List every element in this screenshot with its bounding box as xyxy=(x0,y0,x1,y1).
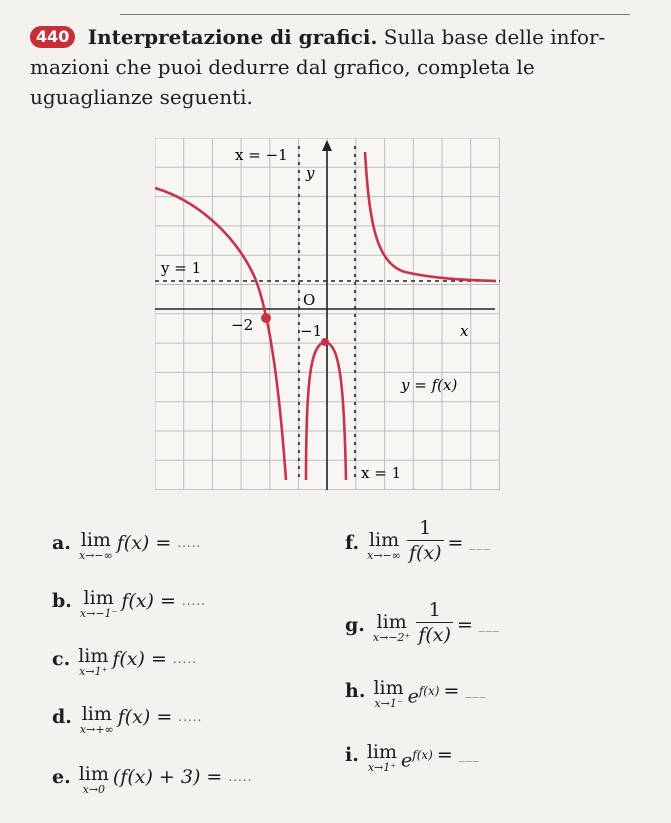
point-maximum xyxy=(321,338,329,346)
exercise-a-letter: a. xyxy=(52,532,71,554)
exercise-e-letter: e. xyxy=(52,766,71,788)
exercise-a xyxy=(52,530,201,562)
label-tick-minus-1: −1 xyxy=(300,322,323,340)
equals-sign: = xyxy=(447,532,464,554)
exercise-header xyxy=(30,22,640,112)
exercise-h-letter: h. xyxy=(345,680,366,702)
exercise-h-lim xyxy=(373,678,403,710)
exercise-d-lim xyxy=(80,704,114,736)
exercise-e xyxy=(52,764,252,796)
label-origin: O xyxy=(303,291,316,309)
exercise-a-lim xyxy=(79,530,113,562)
exercise-c-expr: f(x) = xyxy=(112,648,167,670)
lim-word: lim xyxy=(78,763,109,785)
lim-subscript: x→1⁻ xyxy=(374,697,403,710)
exercise-h-expr xyxy=(408,678,440,709)
label-function: y = f(x) xyxy=(401,376,458,394)
label-asymptote-left: x = −1 xyxy=(235,146,288,164)
lim-subscript: x→−1⁻ xyxy=(79,607,118,620)
exercise-number-badge: 440 xyxy=(30,26,75,48)
label-y-axis: y xyxy=(306,164,315,182)
label-asymptote-right: x = 1 xyxy=(361,464,402,482)
label-horizontal-asymptote: y = 1 xyxy=(161,259,202,277)
exercise-i xyxy=(345,742,480,774)
lim-subscript: x→+∞ xyxy=(79,723,114,736)
lim-word: lim xyxy=(78,645,109,667)
fraction-numerator: 1 xyxy=(419,517,432,539)
lim-word: lim xyxy=(366,741,398,763)
exercise-f xyxy=(345,517,491,565)
lim-word: lim xyxy=(373,677,404,699)
exercise-e-expr: (f(x) + 3) = xyxy=(112,766,223,788)
exercise-b-lim xyxy=(80,588,117,620)
fraction-denominator: f(x) xyxy=(418,624,451,646)
top-rule xyxy=(120,14,630,15)
exercise-c-letter: c. xyxy=(52,648,71,670)
exercise-f-letter: f. xyxy=(345,532,360,554)
exercise-d-expr: f(x) = xyxy=(117,706,173,728)
exercise-f-lim xyxy=(367,530,401,562)
exercise-c xyxy=(52,646,197,678)
exercise-title: Interpretazione di grafici. xyxy=(87,25,378,49)
lim-word: lim xyxy=(368,529,400,551)
answer-blank[interactable]: ___ xyxy=(478,618,500,632)
fraction-denominator: f(x) xyxy=(408,542,442,564)
equals-sign: = xyxy=(443,680,460,702)
answer-blank[interactable]: ___ xyxy=(465,684,487,698)
answer-blank[interactable]: ___ xyxy=(458,748,480,762)
exercise-b xyxy=(52,588,206,620)
exercise-i-lim xyxy=(367,742,397,774)
exercise-h xyxy=(345,678,486,710)
equals-sign: = xyxy=(456,614,473,636)
exp-superscript: f(x) xyxy=(418,684,440,698)
exercise-i-letter: i. xyxy=(345,744,359,766)
exercise-d-letter: d. xyxy=(52,706,72,728)
exercise-g-letter: g. xyxy=(345,614,365,636)
lim-word: lim xyxy=(83,587,114,609)
answer-blank[interactable]: ..... xyxy=(178,710,203,724)
exp-base: e xyxy=(401,749,413,772)
exercise-g-lim xyxy=(373,612,410,644)
exercise-d xyxy=(52,704,202,736)
lim-word: lim xyxy=(80,529,111,551)
exercise-b-expr: f(x) = xyxy=(121,590,176,612)
answer-blank[interactable]: ..... xyxy=(181,594,206,608)
exercise-i-expr xyxy=(401,742,433,773)
lim-subscript: x→−2⁺ xyxy=(372,631,411,644)
exercise-c-lim xyxy=(78,646,108,678)
exp-superscript: f(x) xyxy=(412,748,433,762)
point-x-minus-2 xyxy=(261,313,271,323)
exp-base: e xyxy=(407,685,419,708)
lim-subscript: x→1⁺ xyxy=(79,665,108,678)
fraction xyxy=(407,516,444,565)
label-tick-minus-2: −2 xyxy=(231,316,254,334)
exercise-a-expr: f(x) = xyxy=(116,532,172,554)
answer-blank[interactable]: ..... xyxy=(228,770,253,784)
answer-blank[interactable]: ___ xyxy=(469,536,491,550)
label-x-axis: x xyxy=(460,322,469,340)
lim-word: lim xyxy=(81,703,112,725)
answer-blank[interactable]: ..... xyxy=(177,536,202,550)
exercise-g xyxy=(345,599,500,647)
function-graph xyxy=(155,138,500,490)
exercise-b-letter: b. xyxy=(52,590,72,612)
lim-subscript: x→−∞ xyxy=(367,549,401,562)
exercise-e-lim xyxy=(79,764,109,796)
answer-blank[interactable]: ..... xyxy=(172,652,197,666)
lim-subscript: x→1⁺ xyxy=(367,761,397,774)
fraction xyxy=(416,598,453,647)
lim-word: lim xyxy=(376,611,407,633)
lim-subscript: x→−∞ xyxy=(78,549,113,562)
exercise-instruction: Sulla base delle infor- mazioni che puoi dedurre dal grafico, completa le uguaglianze seguenti. xyxy=(30,25,606,109)
lim-subscript: x→0 xyxy=(82,783,105,796)
equals-sign: = xyxy=(436,744,453,766)
fraction-numerator: 1 xyxy=(428,599,441,621)
